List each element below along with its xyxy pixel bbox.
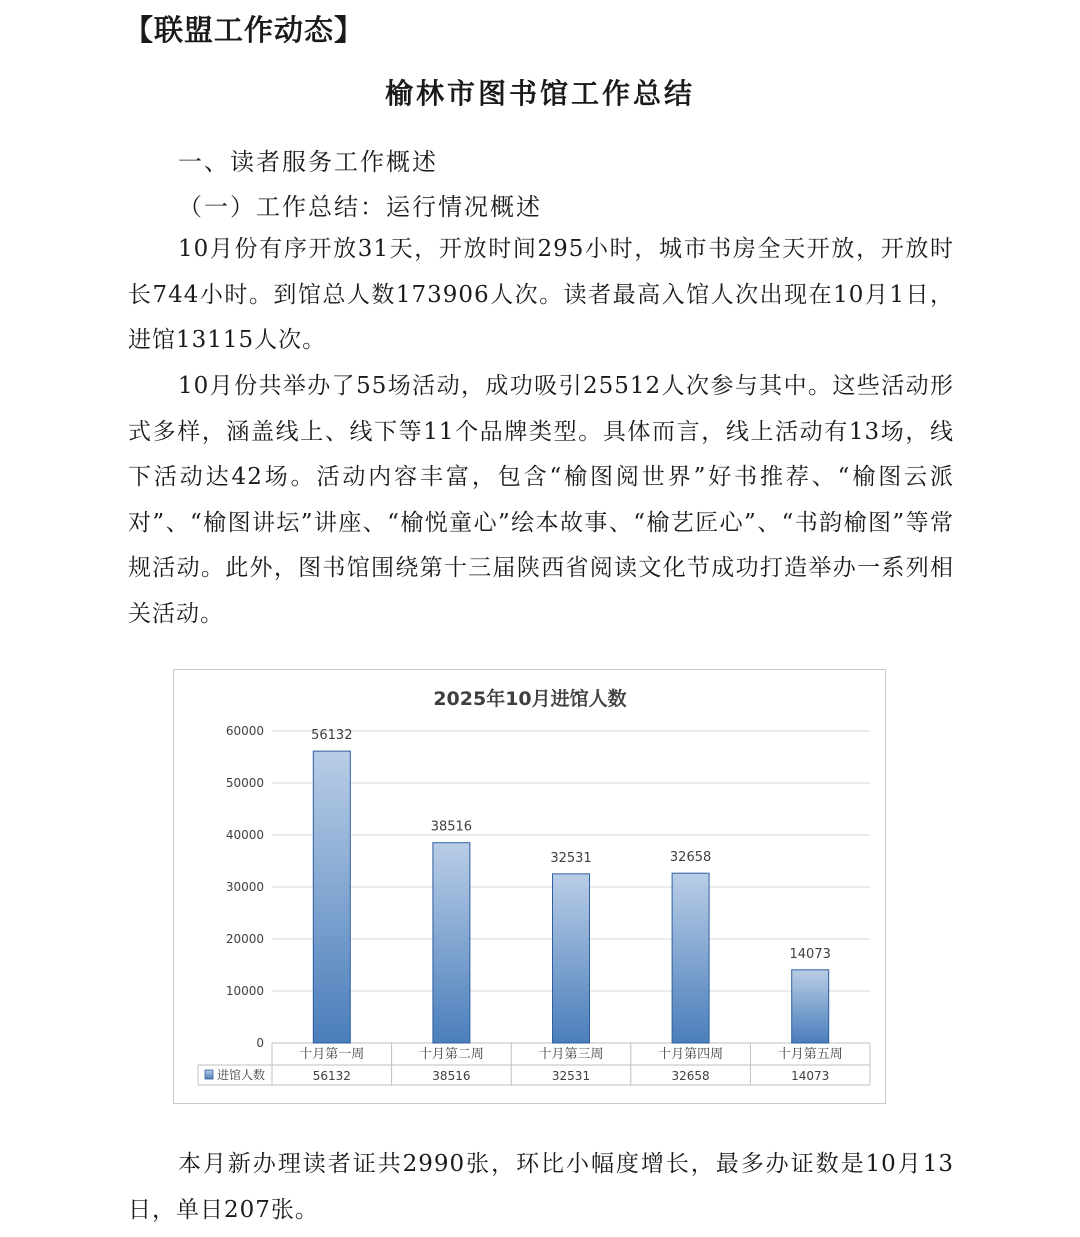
- y-tick-label: 40000: [225, 828, 264, 842]
- bar: [313, 751, 350, 1043]
- subheading-operation-summary: （一）工作总结：运行情况概述: [178, 193, 542, 221]
- y-tick-label: 60000: [225, 724, 264, 738]
- y-tick-label: 0: [256, 1036, 264, 1050]
- chart-title: 2025年10月进馆人数: [433, 688, 627, 710]
- table-value-cell: 14073: [791, 1069, 830, 1083]
- bar-data-label: 32531: [550, 850, 592, 866]
- heading-reader-service: 一、读者服务工作概述: [178, 148, 438, 176]
- bar-data-label: 56132: [311, 728, 353, 744]
- bar: [433, 843, 470, 1043]
- legend-label: 进馆人数: [217, 1068, 266, 1082]
- paragraph-reader-cards: 本月新办理读者证共2990张，环比小幅度增长，最多办证数是10月13日，单日207张。: [128, 1151, 954, 1223]
- x-category-label: 十月第五周: [777, 1047, 843, 1062]
- x-category-label: 十月第一周: [299, 1047, 365, 1062]
- paragraph-opening-stats: 10月份有序开放31天，开放时间295小时，城市书房全天开放，开放时长744小时。到馆总人数173906人次。读者最高入馆人次出现在10月1日，进馆13115人次。: [128, 236, 954, 353]
- x-category-label: 十月第四周: [658, 1047, 724, 1062]
- bar: [792, 970, 829, 1043]
- bar-data-label: 14073: [789, 946, 831, 962]
- y-tick-label: 10000: [225, 984, 264, 998]
- x-category-label: 十月第三周: [538, 1047, 604, 1062]
- bar: [672, 873, 709, 1043]
- bar: [553, 874, 590, 1043]
- paragraph-activities: 10月份共举办了55场活动，成功吸引25512人次参与其中。这些活动形式多样，涵盖线上、线下等11个品牌类型。具体而言，线上活动有13场，线下活动达42场。活动内容丰富，包含“榆图阅世界”好书推荐、“榆图云派对”、“榆图讲坛”讲座、“榆悦童心”绘本故事、“榆艺匠心”、“书韵榆图”等常规活动。此外，图书馆围绕第十三届陕西省阅读文化节成功打造举办一系列相关活动。: [128, 373, 954, 627]
- y-tick-label: 20000: [225, 932, 264, 946]
- table-value-cell: 38516: [432, 1069, 471, 1083]
- bar-data-label: 38516: [430, 819, 473, 835]
- chart-canvas: [174, 670, 885, 1103]
- visitors-bar-chart: [173, 669, 886, 1104]
- y-tick-label: 30000: [225, 880, 264, 894]
- bar-data-label: 32658: [669, 850, 712, 866]
- table-value-cell: 32531: [551, 1069, 591, 1083]
- y-tick-label: 50000: [225, 776, 264, 790]
- table-value-cell: 32658: [671, 1069, 710, 1083]
- document-title: 榆林市图书馆工作总结: [384, 77, 695, 110]
- table-value-cell: 56132: [312, 1069, 351, 1083]
- x-category-label: 十月第二周: [418, 1047, 484, 1062]
- section-tag: 【联盟工作动态】: [124, 13, 365, 47]
- legend-swatch: [205, 1070, 213, 1079]
